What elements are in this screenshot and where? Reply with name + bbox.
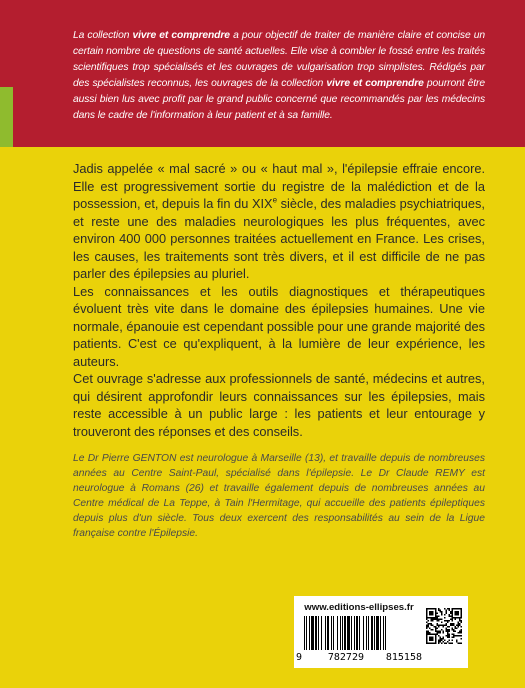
paragraph-knowledge: Les connaissances et les outils diagnostiques et thérapeutiques évoluent très vite dans le domaine des épilepsies humaines. Une vie normale, épanouie est cependant possible pour une grande majorité des patients. C'est ce qu'expliquent, à la lumière de leur expérience, les auteurs. [73,283,485,369]
publisher-website: www.editions-ellipses.fr [304,602,414,613]
barcode-panel [294,596,468,668]
qr-code [426,602,462,660]
paragraph-audience: Cet ouvrage s'adresse aux professionnels de santé, médecins et autres, qui désirent approfondir leurs connaissances sur les épilepsies, mais reste accessible à un public large : les patients et leur entourage y trouveront des réponses et des conseils. [73,371,485,439]
isbn-number: 9 782729 815158 [296,652,422,663]
back-cover-text [73,160,485,440]
isbn-barcode [304,616,416,650]
collection-name: vivre et comprendre [132,30,230,41]
collection-description: La collection vivre et comprendre a pour objectif de traiter de manière claire et concise un certain nombre de questions de santé actuelles. Elle vise à combler le fossé entre les traités scientifiques trop spécialisés et les ouvrages de vulgarisation trop simplistes. Rédigés par des spécialistes reconnus, les ouvrages de la collection vivre et comprendre pourront être aussi bien lus avec profit par le grand public concerné que recommandés par les médecins dans le cadre de l'information à leur patient et à sa famille. [73,30,485,121]
accent-bar [0,87,13,147]
paragraph-history: Jadis appelée « mal sacré » ou « haut mal », l'épilepsie effraie encore. Elle est progressivement sortie du registre de la malédiction et de la possession, et, depuis la fin du XIXe siècle, des maladies psychiatriques, et reste une des maladies neurologiques les plus fréquentes, avec environ 400 000 personnes traitées actuellement en France. Les crises, les causes, les traitements sont très divers, et il est difficile de ne pas parler des épilepsies au pluriel. [73,161,485,281]
collection-name-2: vivre et comprendre [326,78,424,89]
author-bio: Le Dr Pierre GENTON est neurologue à Marseille (13), et travaille depuis de nombreuses années au Centre Saint-Paul, spécialisé dans l'épilepsie. Le Dr Claude REMY est neurologue à Romans (26) et travaille également depuis de nombreuses années au Centre médical de La Teppe, à Tain l'Hermitage, qui accueille des patients épileptiques depuis plus d'un siècle. Tous deux exercent des responsabilités au sein de la Ligue française contre l'Épilepsie. [73,453,485,539]
